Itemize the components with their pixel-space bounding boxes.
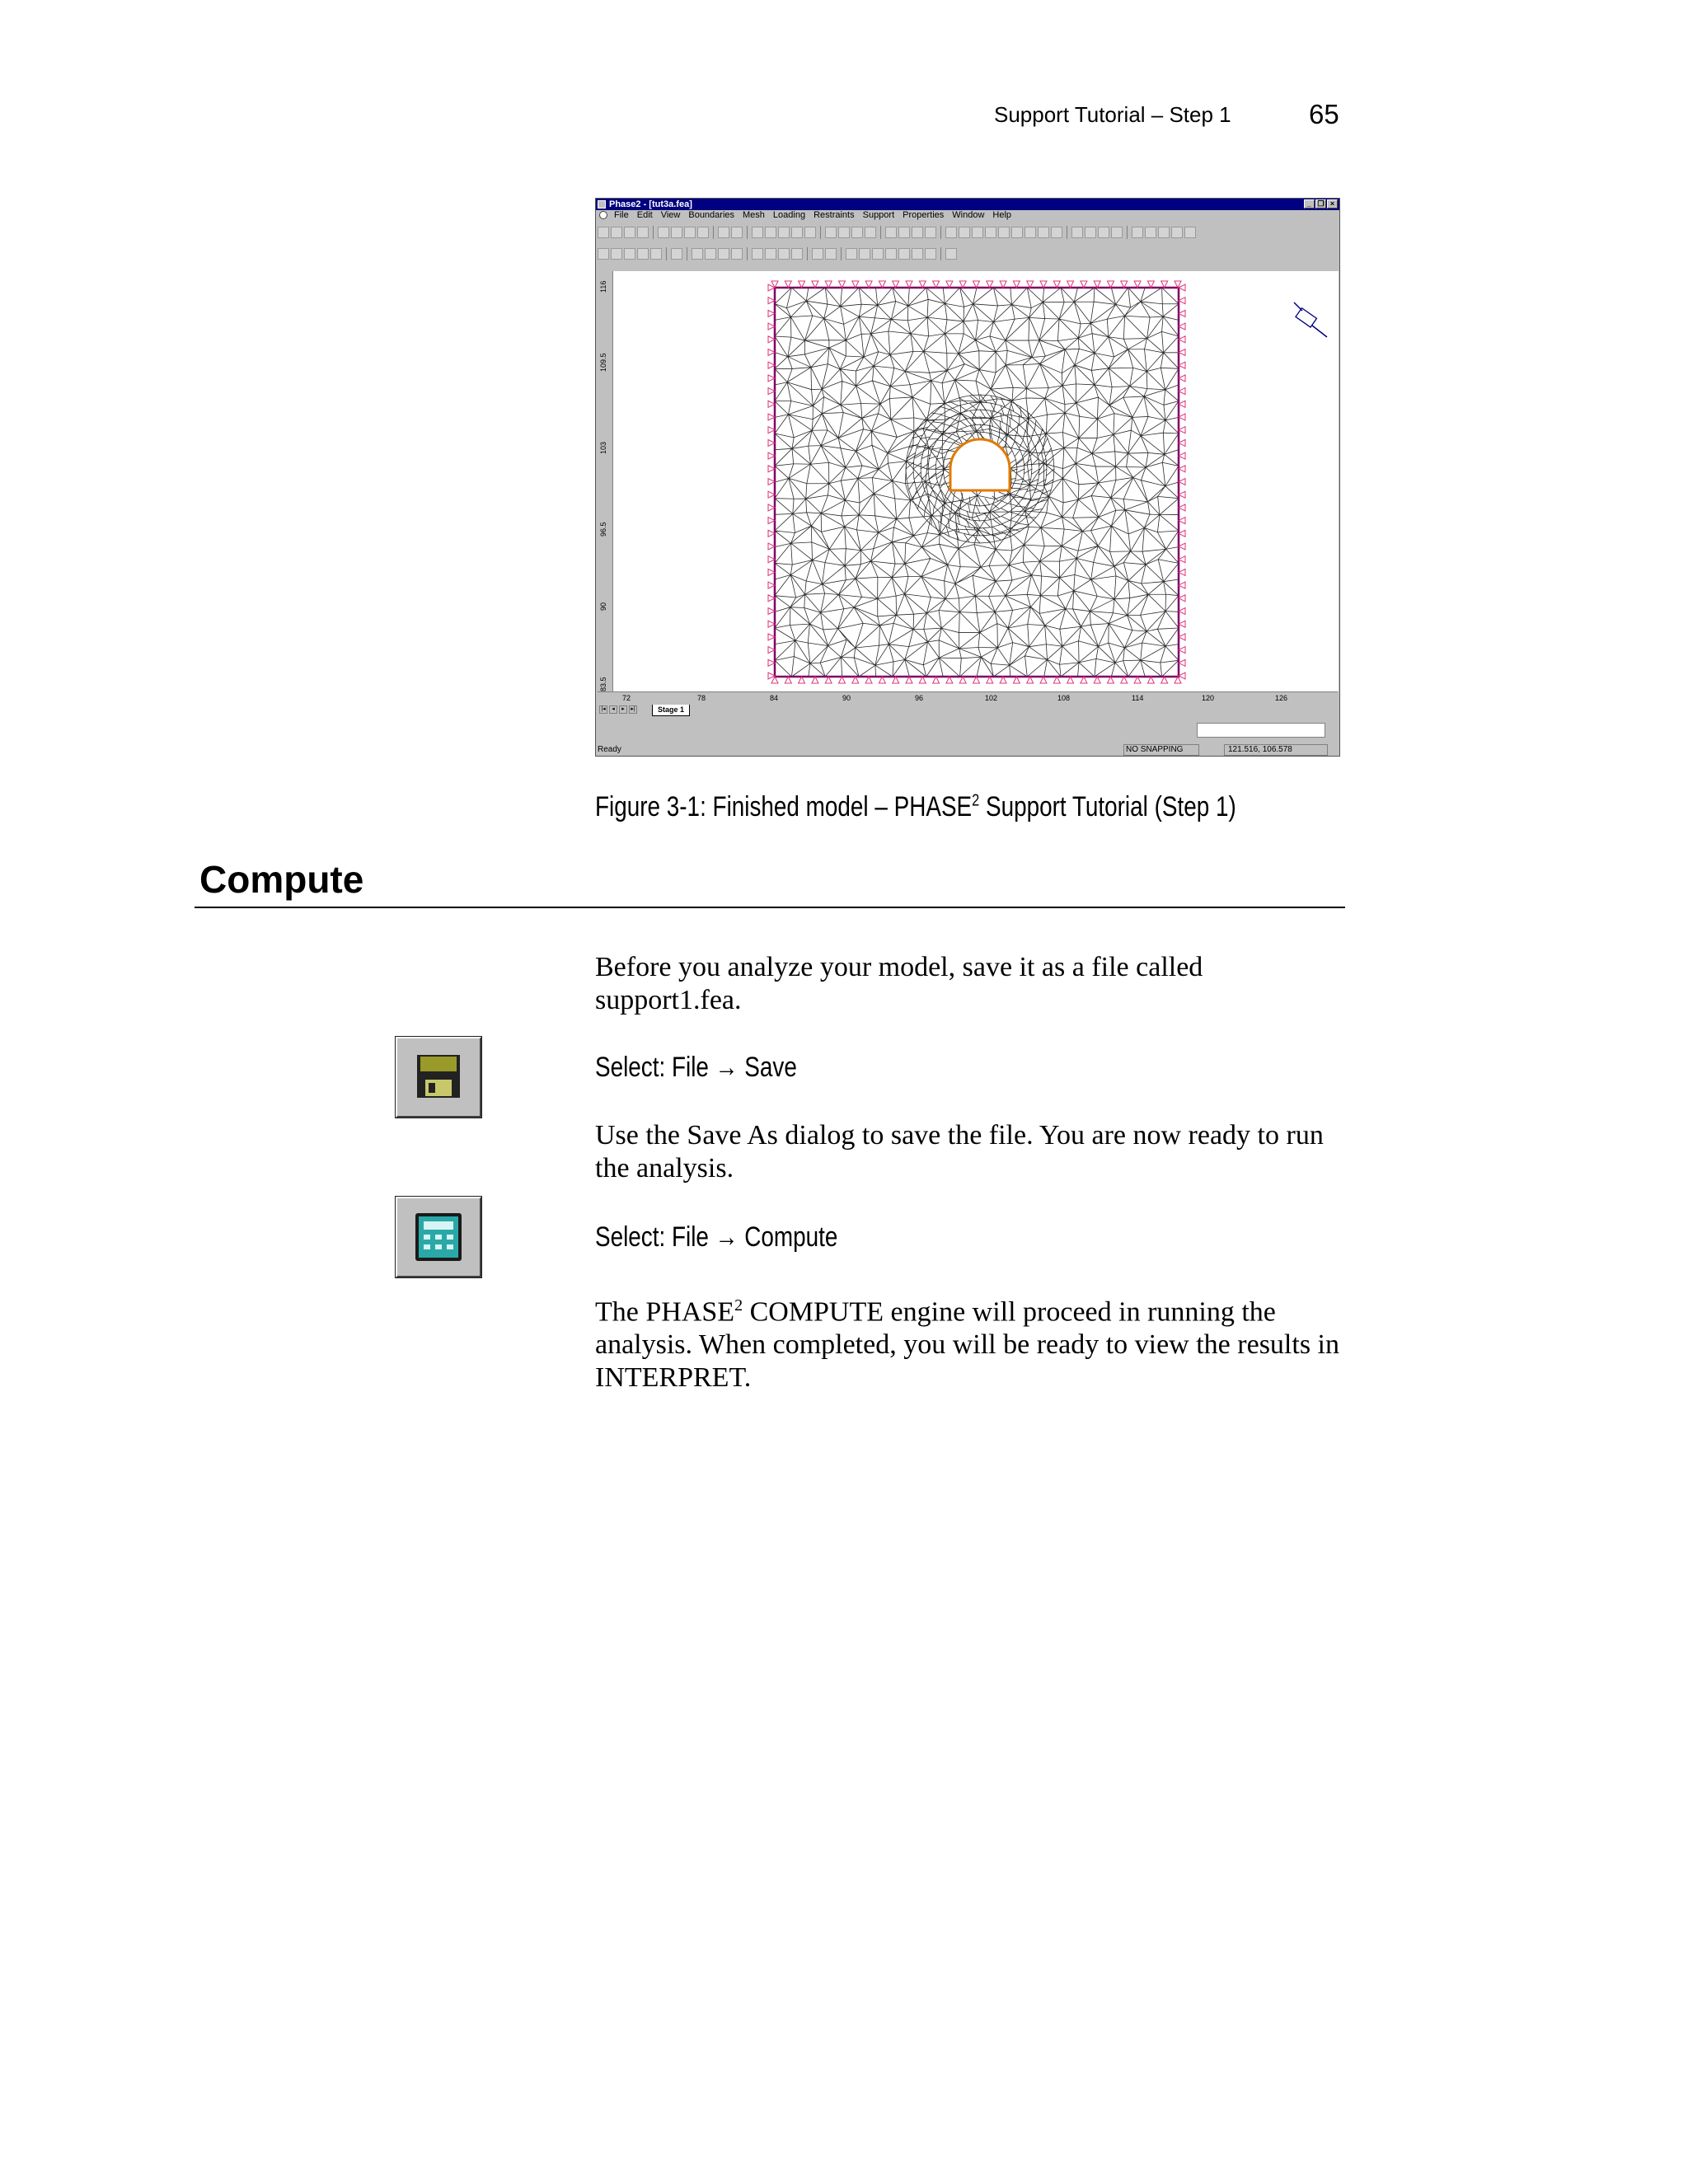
toolbar-separator [653, 226, 654, 239]
ruler-label: 90 [599, 602, 607, 611]
toolbar-separator [666, 247, 667, 260]
ruler-label: 72 [622, 694, 631, 702]
paragraph: The PHASE$^2$ COMPUTE engine will proceed in running the analysis. When completed, you will be ready to view the results in INTERPRET. [595, 1296, 1339, 1394]
toolbar-separator [940, 226, 941, 239]
page-number: 65 [1309, 99, 1339, 129]
main-tool-icon[interactable] [898, 227, 910, 238]
main-tool-icon[interactable] [1038, 227, 1049, 238]
menu-edit[interactable]: Edit [636, 210, 653, 220]
toolbar-separator [713, 226, 714, 239]
menu-file[interactable]: File [614, 210, 629, 220]
main-tool-icon[interactable] [825, 227, 837, 238]
field-stress-icon [1296, 308, 1316, 327]
edit-tool-icon[interactable] [925, 248, 936, 260]
ruler-label: 116 [599, 280, 607, 293]
edit-tool-icon[interactable] [945, 248, 957, 260]
ruler-label: 120 [1202, 694, 1215, 702]
main-tool-icon[interactable] [658, 227, 669, 238]
edit-tool-icon[interactable] [705, 248, 716, 260]
main-tool-icon[interactable] [684, 227, 696, 238]
ruler-label: 109.5 [599, 353, 607, 372]
menu-mesh[interactable]: Mesh [743, 210, 765, 220]
main-tool-icon[interactable] [778, 227, 790, 238]
main-tool-icon[interactable] [765, 227, 776, 238]
ruler-label: 114 [1132, 694, 1144, 702]
main-tool-icon[interactable] [885, 227, 897, 238]
status-bar [596, 743, 1339, 756]
edit-tool-icon[interactable] [765, 248, 776, 260]
edit-tool-icon[interactable] [611, 248, 622, 260]
ruler-label: 96 [915, 694, 924, 702]
application-screenshot [595, 198, 1340, 757]
edit-tool-icon[interactable] [846, 248, 857, 260]
horizontal-ruler [598, 691, 1338, 705]
ruler-label: 90 [842, 694, 851, 702]
main-tool-icon[interactable] [985, 227, 996, 238]
main-tool-icon[interactable] [624, 227, 635, 238]
main-tool-icon[interactable] [838, 227, 850, 238]
window-title: Phase2 - [tut3a.fea] [609, 199, 692, 209]
main-tool-icon[interactable] [851, 227, 863, 238]
menu-view[interactable]: View [660, 210, 681, 220]
edit-tool-icon[interactable] [731, 248, 743, 260]
instruction-compute: Select: File → Compute [595, 1221, 838, 1253]
document-icon[interactable] [599, 211, 607, 219]
edit-tool-icon[interactable] [885, 248, 897, 260]
main-tool-icon[interactable] [1011, 227, 1023, 238]
ruler-label: 103 [599, 441, 607, 454]
menu-boundaries[interactable]: Boundaries [688, 210, 735, 220]
calculator-icon [396, 1197, 481, 1277]
restore-icon[interactable]: ❐ [1315, 199, 1326, 209]
tools-toolbar [598, 245, 1338, 263]
main-tool-icon[interactable] [611, 227, 622, 238]
edit-tool-icon[interactable] [912, 248, 923, 260]
edit-tool-icon[interactable] [898, 248, 910, 260]
edit-tool-icon[interactable] [718, 248, 729, 260]
paragraph: Before you analyze your model, save it as a file called support1.fea. [595, 952, 1203, 1015]
main-tool-icon[interactable] [1184, 227, 1196, 238]
running-header: Support Tutorial – Step 1 [994, 102, 1231, 127]
main-tool-icon[interactable] [791, 227, 803, 238]
toolbar-separator [747, 226, 748, 239]
main-tool-icon[interactable] [1085, 227, 1096, 238]
section-heading: Compute [199, 858, 364, 901]
ruler-label: 84 [770, 694, 779, 702]
main-tool-icon[interactable] [1132, 227, 1143, 238]
main-tool-icon[interactable] [998, 227, 1010, 238]
paragraph: Use the Save As dialog to save the file. You are now ready to run the analysis. [595, 1120, 1324, 1183]
menu-help[interactable]: Help [992, 210, 1012, 220]
floppy-disk-icon [396, 1037, 481, 1118]
main-tool-icon[interactable] [731, 227, 743, 238]
edit-tool-icon[interactable] [859, 248, 870, 260]
ruler-label: 108 [1057, 694, 1071, 702]
main-tool-icon[interactable] [972, 227, 983, 238]
menu-loading[interactable]: Loading [772, 210, 806, 220]
status-text: Ready [598, 745, 621, 754]
command-input[interactable] [1197, 723, 1325, 738]
last-stage-icon[interactable]: ▸| [629, 705, 637, 714]
excavation-boundary [950, 439, 1010, 490]
vertical-ruler [598, 271, 613, 691]
main-tool-icon[interactable] [1145, 227, 1156, 238]
main-tool-icon[interactable] [959, 227, 970, 238]
toolbar-separator [880, 226, 881, 239]
toolbar-separator [807, 247, 808, 260]
ruler-label: 126 [1275, 694, 1288, 702]
cursor-coordinates: 121.516, 106.578 [1224, 744, 1328, 756]
ruler-label: 83.5 [599, 677, 607, 691]
main-tool-icon[interactable] [912, 227, 923, 238]
finite-element-mesh [613, 271, 1339, 691]
menu-window[interactable]: Window [952, 210, 985, 220]
app-icon[interactable] [598, 200, 606, 209]
toolbar-separator [747, 247, 748, 260]
model-canvas[interactable] [613, 271, 1339, 691]
edit-tool-icon[interactable] [637, 248, 649, 260]
window-titlebar [596, 199, 1339, 210]
main-tool-icon[interactable] [1025, 227, 1036, 238]
main-tool-icon[interactable] [865, 227, 876, 238]
edit-tool-icon[interactable] [872, 248, 884, 260]
edit-tool-icon[interactable] [791, 248, 803, 260]
edit-tool-icon[interactable] [752, 248, 763, 260]
main-tool-icon[interactable] [697, 227, 709, 238]
section-divider [195, 907, 1345, 908]
main-tool-icon[interactable] [1098, 227, 1109, 238]
menu-restraints[interactable]: Restraints [814, 210, 855, 220]
prev-stage-icon[interactable]: ◂ [609, 705, 617, 714]
main-tool-icon[interactable] [1158, 227, 1170, 238]
toolbar-separator [820, 226, 821, 239]
main-tool-icon[interactable] [718, 227, 729, 238]
ruler-label: 102 [985, 694, 998, 702]
toolbar-separator [841, 247, 842, 260]
menu-properties[interactable]: Properties [903, 210, 945, 220]
first-stage-icon[interactable]: |◂ [599, 705, 607, 714]
main-tool-icon[interactable] [671, 227, 682, 238]
menu-bar [596, 210, 1339, 221]
edit-tool-icon[interactable] [825, 248, 837, 260]
toolbar-separator [1127, 226, 1128, 239]
edit-tool-icon[interactable] [778, 248, 790, 260]
tab-stage-1[interactable]: Stage 1 [652, 705, 690, 716]
main-tool-icon[interactable] [804, 227, 816, 238]
edit-tool-icon[interactable] [812, 248, 823, 260]
ruler-label: 96.5 [599, 522, 607, 537]
edit-tool-icon[interactable] [624, 248, 635, 260]
ruler-label: 78 [697, 694, 706, 702]
main-tool-icon[interactable] [1071, 227, 1083, 238]
main-tool-icon[interactable] [1111, 227, 1123, 238]
stage-tabs [598, 705, 1338, 716]
minimize-icon[interactable]: _ [1304, 199, 1315, 209]
instruction-save: Select: File → Save [595, 1052, 797, 1083]
main-tool-icon[interactable] [752, 227, 763, 238]
main-tool-icon[interactable] [637, 227, 649, 238]
next-stage-icon[interactable]: ▸ [619, 705, 627, 714]
main-tool-icon[interactable] [1051, 227, 1062, 238]
toolbar-separator [940, 247, 941, 260]
main-tool-icon[interactable] [925, 227, 936, 238]
snapping-indicator[interactable]: NO SNAPPING [1123, 744, 1199, 756]
main-toolbar [598, 223, 1338, 241]
menu-support[interactable]: Support [862, 210, 895, 220]
main-tool-icon[interactable] [945, 227, 957, 238]
close-icon[interactable]: × [1327, 199, 1338, 209]
main-tool-icon[interactable] [598, 227, 609, 238]
main-tool-icon[interactable] [1171, 227, 1183, 238]
edit-tool-icon[interactable] [598, 248, 609, 260]
edit-tool-icon[interactable] [671, 248, 682, 260]
edit-tool-icon[interactable] [650, 248, 662, 260]
edit-tool-icon[interactable] [692, 248, 703, 260]
figure-caption: Figure 3-1: Finished model – PHASE$^2$ Support Tutorial (Step 1) [595, 791, 1236, 823]
